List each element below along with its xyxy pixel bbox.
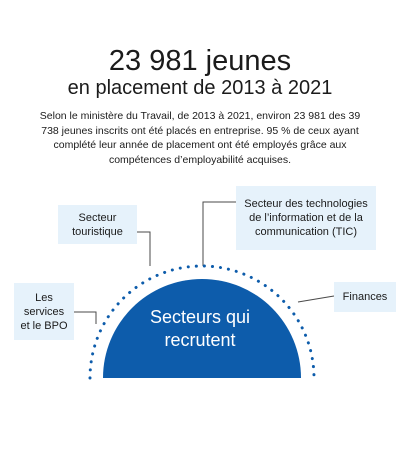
sector-bpo-label: Les services et le BPO [20, 291, 68, 332]
headline: 23 981 jeunes [108, 45, 292, 77]
sector-bpo [14, 283, 74, 340]
sector-tourism-label: Secteur touristique [72, 211, 123, 238]
sector-finances-label: Finances [342, 291, 388, 303]
sector-tourism [58, 205, 137, 244]
sector-finances [334, 282, 396, 312]
hub-label: Secteurs qui recrutent [149, 307, 251, 350]
sector-tic-label: Secteur des technologies de l’information et de la communication (TIC) [244, 198, 368, 238]
sector-tic [236, 186, 376, 250]
connector-tourism [137, 232, 150, 266]
subheadline: en placement de 2013 à 2021 [67, 77, 333, 99]
connector-finances [298, 296, 334, 302]
description: Selon le ministère du Travail, de 2013 à 2021, environ 23 981 des 39 738 jeunes inscrits ont été placés en entreprise. 95 % de ceux ayant complété leur année de placement ont été employés grâce aux compétences d’employabilité acquises. [39, 110, 361, 166]
connector-bpo [74, 312, 96, 324]
connector-tic [203, 202, 236, 266]
